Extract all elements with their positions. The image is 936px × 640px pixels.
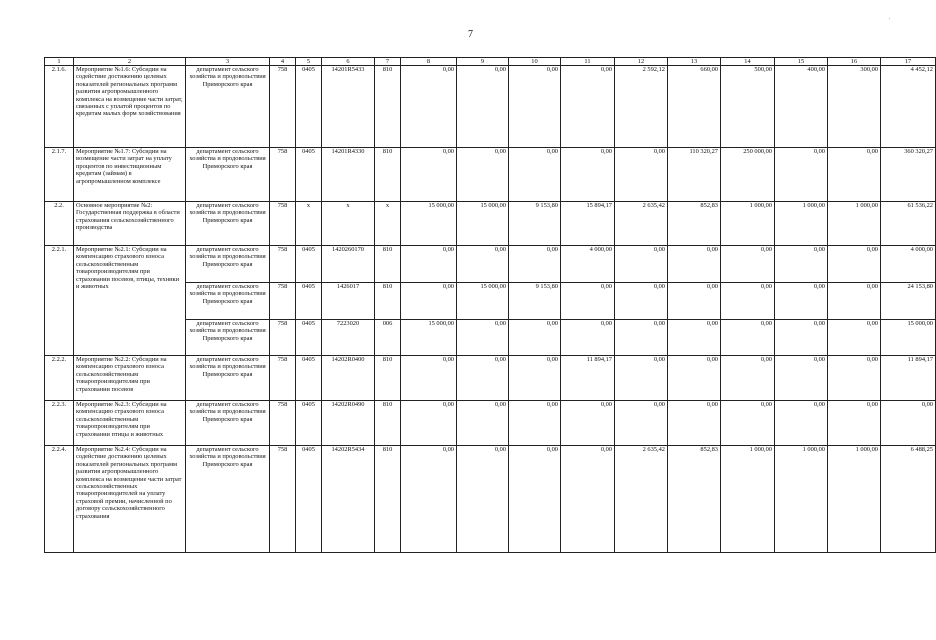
budget-table — [44, 57, 936, 553]
cell-c16: 0,00 — [828, 401, 881, 446]
col-header-8: 8 — [401, 58, 457, 66]
col-header-4: 4 — [270, 58, 296, 66]
cell-c5: х — [296, 202, 322, 246]
cell-c5: 0405 — [296, 446, 322, 553]
cell-c7: 810 — [375, 246, 401, 283]
cell-c16: 300,00 — [828, 66, 881, 148]
cell-c17: 4 452,12 — [881, 66, 936, 148]
row-number: 2.1.7. — [45, 148, 74, 202]
cell-c4: 758 — [270, 283, 296, 320]
cell-c8: 0,00 — [401, 246, 457, 283]
cell-c9: 0,00 — [457, 148, 509, 202]
cell-c4: 758 — [270, 356, 296, 401]
col-header-15: 15 — [775, 58, 828, 66]
measure-name: Основное мероприятие №2: Государственная поддержка в области страхования сельскохозяйственного производства — [74, 202, 186, 246]
cell-c14: 0,00 — [721, 356, 775, 401]
cell-c14: 500,00 — [721, 66, 775, 148]
cell-c12: 0,00 — [615, 320, 668, 356]
measure-name: Мероприятие №2.4: Субсидии на содействие достижению целевых показателей региональных программ развития агропромышленного комплекса на возмещение части затрат сельскохозяйственных товаропроизводителей на уплату страховой премии, начисленной по договору сельскохозяйственного страхования — [74, 446, 186, 553]
cell-c5: 0405 — [296, 401, 322, 446]
column-number-header-row — [45, 58, 936, 66]
cell-c17: 11 894,17 — [881, 356, 936, 401]
cell-c8: 0,00 — [401, 283, 457, 320]
cell-c15: 0,00 — [775, 356, 828, 401]
cell-c14: 1 000,00 — [721, 446, 775, 553]
cell-c13: 660,00 — [668, 66, 721, 148]
cell-c11: 0,00 — [561, 283, 615, 320]
corner-mark: ' — [889, 18, 891, 24]
cell-c8: 0,00 — [401, 66, 457, 148]
cell-c13: 0,00 — [668, 356, 721, 401]
cell-c4: 758 — [270, 446, 296, 553]
col-header-7: 7 — [375, 58, 401, 66]
cell-c17: 6 488,25 — [881, 446, 936, 553]
cell-c7: 810 — [375, 446, 401, 553]
col-header-2: 2 — [74, 58, 186, 66]
cell-c14: 0,00 — [721, 283, 775, 320]
executor: департамент сельского хозяйства и продовольствия Приморского края — [186, 356, 270, 401]
cell-c7: 810 — [375, 401, 401, 446]
cell-c13: 852,83 — [668, 202, 721, 246]
cell-c8: 0,00 — [401, 446, 457, 553]
cell-c10: 9 153,80 — [509, 202, 561, 246]
cell-c11: 0,00 — [561, 401, 615, 446]
cell-c7: 006 — [375, 320, 401, 356]
cell-c16: 0,00 — [828, 148, 881, 202]
executor: департамент сельского хозяйства и продовольствия Приморского края — [186, 283, 270, 320]
cell-c6: 14202R0490 — [322, 401, 375, 446]
cell-c16: 1 000,00 — [828, 202, 881, 246]
budget-table-container — [44, 57, 933, 553]
cell-c17: 4 000,00 — [881, 246, 936, 283]
cell-c15: 1 000,00 — [775, 446, 828, 553]
cell-c16: 0,00 — [828, 283, 881, 320]
cell-c10: 0,00 — [509, 446, 561, 553]
cell-c7: 810 — [375, 356, 401, 401]
row-number: 2.2.1. — [45, 246, 74, 356]
cell-c8: 0,00 — [401, 148, 457, 202]
cell-c6: 1420260170 — [322, 246, 375, 283]
cell-c14: 0,00 — [721, 401, 775, 446]
cell-c5: 0405 — [296, 320, 322, 356]
executor: департамент сельского хозяйства и продовольствия Приморского края — [186, 246, 270, 283]
cell-c11: 11 894,17 — [561, 356, 615, 401]
cell-c5: 0405 — [296, 66, 322, 148]
cell-c9: 0,00 — [457, 320, 509, 356]
cell-c10: 0,00 — [509, 66, 561, 148]
cell-c8: 15 000,00 — [401, 202, 457, 246]
cell-c13: 110 320,27 — [668, 148, 721, 202]
measure-name: Мероприятие №2.1: Субсидии на компенсацию страхового взноса сельскохозяйственным товаропроизводителям при страховании посевов, птицы, техники и животных — [74, 246, 186, 356]
cell-c12: 0,00 — [615, 283, 668, 320]
cell-c5: 0405 — [296, 148, 322, 202]
cell-c15: 0,00 — [775, 246, 828, 283]
cell-c6: 14201R5433 — [322, 66, 375, 148]
row-number: 2.2.3. — [45, 401, 74, 446]
cell-c11: 0,00 — [561, 320, 615, 356]
cell-c14: 250 000,00 — [721, 148, 775, 202]
cell-c14: 0,00 — [721, 246, 775, 283]
cell-c8: 0,00 — [401, 401, 457, 446]
table-row — [45, 66, 936, 148]
row-number: 2.1.6. — [45, 66, 74, 148]
cell-c9: 0,00 — [457, 356, 509, 401]
col-header-12: 12 — [615, 58, 668, 66]
cell-c11: 0,00 — [561, 148, 615, 202]
col-header-17: 17 — [881, 58, 936, 66]
cell-c12: 2 592,12 — [615, 66, 668, 148]
col-header-3: 3 — [186, 58, 270, 66]
executor: департамент сельского хозяйства и продовольствия Приморского края — [186, 66, 270, 148]
table-row — [45, 446, 936, 553]
cell-c17: 61 536,22 — [881, 202, 936, 246]
cell-c12: 0,00 — [615, 148, 668, 202]
cell-c9: 0,00 — [457, 66, 509, 148]
cell-c4: 758 — [270, 148, 296, 202]
cell-c12: 2 635,42 — [615, 202, 668, 246]
row-number: 2.2. — [45, 202, 74, 246]
col-header-14: 14 — [721, 58, 775, 66]
cell-c4: 758 — [270, 66, 296, 148]
col-header-6: 6 — [322, 58, 375, 66]
cell-c9: 0,00 — [457, 246, 509, 283]
cell-c14: 0,00 — [721, 320, 775, 356]
row-number: 2.2.2. — [45, 356, 74, 401]
cell-c6: 14202R0400 — [322, 356, 375, 401]
cell-c16: 1 000,00 — [828, 446, 881, 553]
cell-c16: 0,00 — [828, 356, 881, 401]
table-row — [45, 401, 936, 446]
measure-name: Мероприятие №2.3: Субсидии на компенсацию страхового взноса сельскохозяйственным товаропроизводителям при страховании птицы и животных — [74, 401, 186, 446]
cell-c15: 0,00 — [775, 148, 828, 202]
cell-c9: 15 000,00 — [457, 202, 509, 246]
cell-c16: 0,00 — [828, 246, 881, 283]
executor: департамент сельского хозяйства и продовольствия Приморского края — [186, 446, 270, 553]
cell-c7: х — [375, 202, 401, 246]
cell-c10: 9 153,80 — [509, 283, 561, 320]
cell-c12: 0,00 — [615, 356, 668, 401]
measure-name: Мероприятие №2.2: Субсидии на компенсацию страхового взноса сельскохозяйственным товаропроизводителям при страховании посевов — [74, 356, 186, 401]
cell-c4: 758 — [270, 401, 296, 446]
cell-c14: 1 000,00 — [721, 202, 775, 246]
cell-c5: 0405 — [296, 246, 322, 283]
cell-c17: 0,00 — [881, 401, 936, 446]
cell-c17: 360 320,27 — [881, 148, 936, 202]
cell-c6: х — [322, 202, 375, 246]
table-row — [45, 202, 936, 246]
cell-c5: 0405 — [296, 356, 322, 401]
cell-c10: 0,00 — [509, 148, 561, 202]
cell-c8: 0,00 — [401, 356, 457, 401]
executor: департамент сельского хозяйства и продовольствия Приморского края — [186, 320, 270, 356]
executor: департамент сельского хозяйства и продовольствия Приморского края — [186, 148, 270, 202]
cell-c7: 810 — [375, 283, 401, 320]
cell-c16: 0,00 — [828, 320, 881, 356]
cell-c15: 0,00 — [775, 401, 828, 446]
cell-c7: 810 — [375, 148, 401, 202]
cell-c15: 0,00 — [775, 283, 828, 320]
executor: департамент сельского хозяйства и продовольствия Приморского края — [186, 202, 270, 246]
cell-c11: 4 000,00 — [561, 246, 615, 283]
measure-name: Мероприятие №1.7: Субсидии на возмещение части затрат на уплату процентов по инвестиционным кредитам (займам) в агропромышленном комплексе — [74, 148, 186, 202]
row-number: 2.2.4. — [45, 446, 74, 553]
executor: департамент сельского хозяйства и продовольствия Приморского края — [186, 401, 270, 446]
col-header-9: 9 — [457, 58, 509, 66]
table-row — [45, 356, 936, 401]
measure-name: Мероприятие №1.6: Субсидии на содействие достижению целевых показателей региональных программ развития агропромышленного комплекса на возмещение части затрат, связанных с уплатой процентов по кредитам малых форм хозяйствования — [74, 66, 186, 148]
cell-c11: 0,00 — [561, 66, 615, 148]
cell-c13: 852,83 — [668, 446, 721, 553]
col-header-11: 11 — [561, 58, 615, 66]
cell-c9: 0,00 — [457, 446, 509, 553]
table-row — [45, 246, 936, 283]
cell-c6: 14201R4330 — [322, 148, 375, 202]
cell-c6: 1426017 — [322, 283, 375, 320]
cell-c15: 0,00 — [775, 320, 828, 356]
cell-c17: 24 153,80 — [881, 283, 936, 320]
cell-c13: 0,00 — [668, 320, 721, 356]
cell-c9: 15 000,00 — [457, 283, 509, 320]
cell-c4: 758 — [270, 202, 296, 246]
col-header-1: 1 — [45, 58, 74, 66]
cell-c7: 810 — [375, 66, 401, 148]
table-row — [45, 148, 936, 202]
cell-c8: 15 000,00 — [401, 320, 457, 356]
cell-c17: 15 000,00 — [881, 320, 936, 356]
cell-c4: 758 — [270, 246, 296, 283]
page-number: 7 — [468, 29, 473, 40]
cell-c12: 0,00 — [615, 401, 668, 446]
cell-c10: 0,00 — [509, 320, 561, 356]
cell-c6: 14202R5434 — [322, 446, 375, 553]
cell-c5: 0405 — [296, 283, 322, 320]
cell-c10: 0,00 — [509, 246, 561, 283]
cell-c12: 0,00 — [615, 246, 668, 283]
col-header-16: 16 — [828, 58, 881, 66]
cell-c9: 0,00 — [457, 401, 509, 446]
cell-c10: 0,00 — [509, 356, 561, 401]
cell-c12: 2 635,42 — [615, 446, 668, 553]
cell-c4: 758 — [270, 320, 296, 356]
cell-c6: 7223020 — [322, 320, 375, 356]
cell-c11: 15 894,17 — [561, 202, 615, 246]
col-header-10: 10 — [509, 58, 561, 66]
cell-c13: 0,00 — [668, 283, 721, 320]
cell-c13: 0,00 — [668, 246, 721, 283]
cell-c10: 0,00 — [509, 401, 561, 446]
cell-c15: 1 000,00 — [775, 202, 828, 246]
col-header-13: 13 — [668, 58, 721, 66]
col-header-5: 5 — [296, 58, 322, 66]
cell-c13: 0,00 — [668, 401, 721, 446]
cell-c11: 0,00 — [561, 446, 615, 553]
cell-c15: 400,00 — [775, 66, 828, 148]
